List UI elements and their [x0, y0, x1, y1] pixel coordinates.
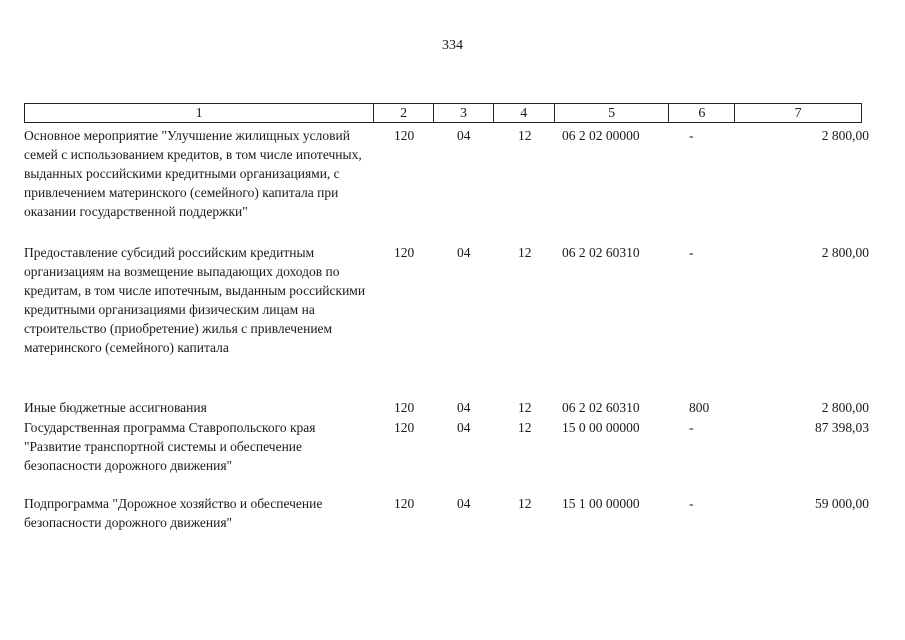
header-col-1: 1: [25, 104, 374, 122]
row-col-3: 04: [457, 245, 471, 260]
row-col-2: 120: [394, 128, 415, 143]
row-col-2: 120: [394, 245, 415, 260]
row-name: Государственная программа Ставропольского края "Развитие транспортной системы и обеспечение безопасности дорожного движения": [24, 420, 316, 473]
row-col-5: 15 0 00 00000: [562, 420, 640, 435]
table-header: [24, 103, 862, 123]
row-col-4: 12: [518, 400, 532, 415]
row-col-4: 12: [518, 420, 532, 435]
row-col-2: 120: [394, 400, 415, 415]
row-col-5: 06 2 02 60310: [562, 400, 640, 415]
row-col-7: 2 800,00: [821, 400, 869, 415]
row-col-6: -: [689, 128, 694, 143]
row-name: Иные бюджетные ассигнования: [24, 400, 207, 415]
header-col-4: 4: [494, 104, 555, 122]
header-col-2: 2: [374, 104, 434, 122]
row-col-2: 120: [394, 420, 415, 435]
header-col-7: 7: [794, 106, 802, 121]
row-col-5: 15 1 00 00000: [562, 496, 640, 511]
row-col-4: 12: [518, 496, 532, 511]
row-col-4: 12: [518, 128, 532, 143]
row-col-7: 2 800,00: [821, 245, 869, 260]
row-col-4: 12: [518, 245, 532, 260]
row-col-3: 04: [457, 128, 471, 143]
header-col-3: 3: [434, 104, 494, 122]
row-name: Предоставление субсидий российским кредитным организациям на возмещение выпадающих доходов по кредитам, в том числе ипотечным, выданным российскими кредитными организациями физическим лицам на строительство (приобретение) жилья с привлечением материнского (семейного) капитала: [24, 245, 366, 355]
page-number: 334: [442, 38, 463, 53]
row-col-6: -: [689, 245, 694, 260]
row-col-7: 2 800,00: [821, 128, 869, 143]
row-col-3: 04: [457, 400, 471, 415]
row-col-3: 04: [457, 496, 471, 511]
row-col-5: 06 2 02 60310: [562, 245, 640, 260]
row-col-7: 59 000,00: [815, 496, 869, 511]
row-col-6: -: [689, 496, 694, 511]
row-col-3: 04: [457, 420, 471, 435]
header-col-6: 6: [669, 104, 735, 122]
row-col-2: 120: [394, 496, 415, 511]
header-col-5: 5: [555, 104, 670, 122]
row-col-6: 800: [689, 400, 710, 415]
row-name: Подпрограмма "Дорожное хозяйство и обеспечение безопасности дорожного движения": [24, 496, 323, 530]
row-col-5: 06 2 02 00000: [562, 128, 640, 143]
row-col-6: -: [689, 420, 694, 435]
row-name: Основное мероприятие "Улучшение жилищных условий семей с использованием кредитов, в том числе ипотечных, выданных российскими кредитными организациями, с привлечением материнского (семейного) капитала при оказании государственной поддержки": [24, 128, 362, 219]
row-col-7: 87 398,03: [815, 420, 869, 435]
